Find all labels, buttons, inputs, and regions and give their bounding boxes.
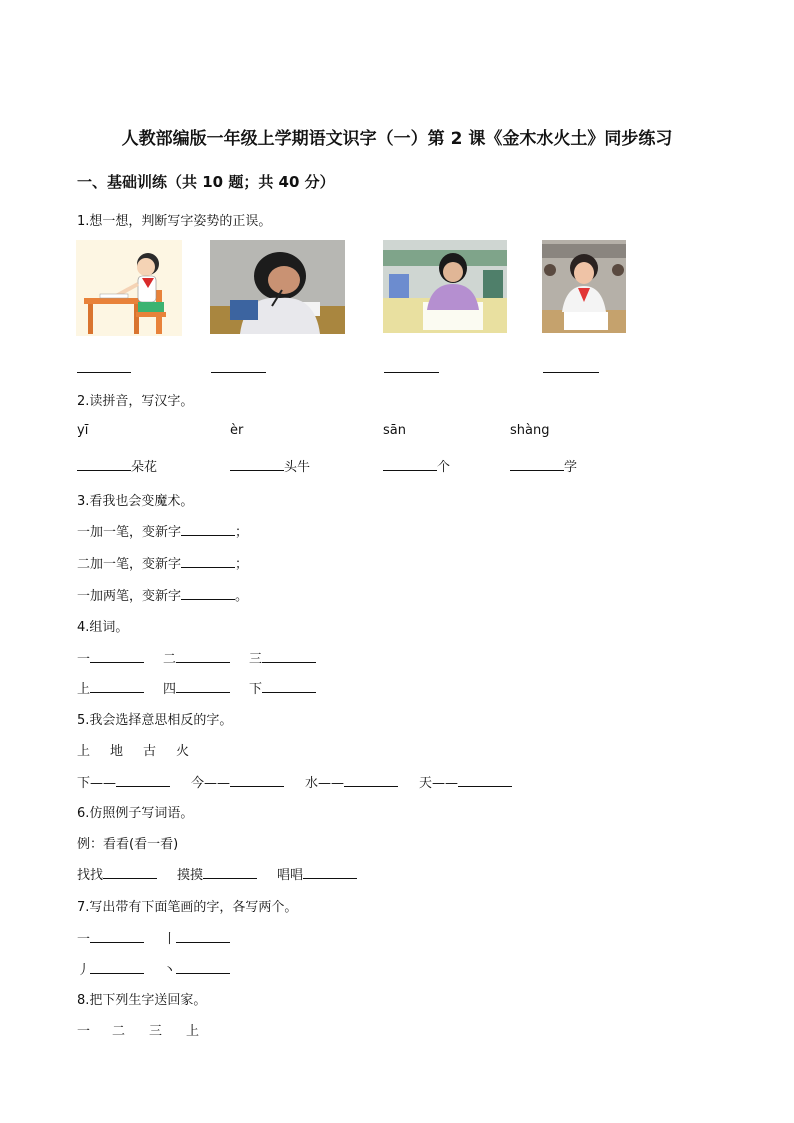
sort-char: 二 bbox=[112, 1024, 126, 1039]
fill-item: 上 bbox=[77, 678, 144, 697]
document-title: 人教部编版一年级上学期语文识字（一）第 2 课《金木水火土》同步练习 bbox=[121, 129, 673, 149]
fill-item: 下—— bbox=[77, 772, 170, 791]
sort-char: 三 bbox=[149, 1024, 163, 1039]
answer-blank[interactable] bbox=[344, 774, 398, 787]
answer-blank[interactable] bbox=[510, 458, 564, 471]
option-char: 地 bbox=[110, 744, 124, 759]
answer-blank[interactable] bbox=[203, 866, 257, 879]
question-4: 4.组词。 bbox=[77, 620, 129, 635]
answer-blank[interactable] bbox=[303, 866, 357, 879]
question-1: 1.想一想，判断写字姿势的正误。 bbox=[77, 214, 272, 229]
fill-item: 头牛 bbox=[230, 456, 310, 475]
answer-blank[interactable] bbox=[90, 930, 144, 943]
answer-blank[interactable] bbox=[77, 458, 131, 471]
answer-blank[interactable] bbox=[262, 650, 316, 663]
answer-blank[interactable] bbox=[181, 523, 235, 536]
sort-char: 一 bbox=[77, 1024, 91, 1039]
answer-blank[interactable] bbox=[230, 774, 284, 787]
question-3: 3.看我也会变魔术。 bbox=[77, 494, 194, 509]
fill-item: 一加一笔，变新字 ； bbox=[77, 525, 249, 540]
answer-blank[interactable] bbox=[90, 961, 144, 974]
answer-blank[interactable] bbox=[383, 458, 437, 471]
answer-line-4[interactable] bbox=[543, 372, 599, 373]
question-5: 5.我会选择意思相反的字。 bbox=[77, 713, 233, 728]
question-2: 2.读拼音，写汉字。 bbox=[77, 394, 194, 409]
fill-item: 丿 bbox=[77, 959, 144, 978]
option-char: 上 bbox=[77, 744, 91, 759]
fill-item: 今—— bbox=[191, 772, 284, 791]
fill-item: 二加一笔，变新字 ； bbox=[77, 557, 249, 572]
answer-line-3[interactable] bbox=[384, 372, 439, 373]
option-char: 古 bbox=[143, 744, 157, 759]
posture-image-1 bbox=[76, 240, 182, 336]
sort-char: 上 bbox=[186, 1024, 200, 1039]
fill-item: 摸摸 bbox=[177, 864, 257, 883]
answer-blank[interactable] bbox=[116, 774, 170, 787]
pinyin-3: sān bbox=[383, 423, 406, 438]
example-text: 例：看看(看一看) bbox=[77, 837, 179, 852]
answer-blank[interactable] bbox=[90, 650, 144, 663]
fill-item: 朵花 bbox=[77, 456, 157, 475]
answer-blank[interactable] bbox=[90, 680, 144, 693]
option-char: 火 bbox=[176, 744, 190, 759]
fill-item: 一加两笔，变新字 。 bbox=[77, 589, 249, 604]
fill-item: 找找 bbox=[77, 864, 157, 883]
posture-image-3 bbox=[383, 240, 507, 333]
fill-item: 下 bbox=[249, 678, 316, 697]
answer-blank[interactable] bbox=[176, 650, 230, 663]
posture-image-4 bbox=[542, 240, 626, 333]
fill-item: 丶 bbox=[163, 959, 230, 978]
fill-item: 唱唱 bbox=[277, 864, 357, 883]
fill-item: 二 bbox=[163, 648, 230, 667]
fill-item: 三 bbox=[249, 648, 316, 667]
answer-blank[interactable] bbox=[262, 680, 316, 693]
question-6: 6.仿照例子写词语。 bbox=[77, 806, 194, 821]
fill-item: 四 bbox=[163, 678, 230, 697]
section-heading: 一、基础训练（共 10 题；共 40 分） bbox=[77, 173, 335, 191]
answer-blank[interactable] bbox=[458, 774, 512, 787]
question-7: 7.写出带有下面笔画的字，各写两个。 bbox=[77, 900, 298, 915]
pinyin-1: yī bbox=[77, 423, 89, 438]
answer-line-2[interactable] bbox=[211, 372, 266, 373]
answer-blank[interactable] bbox=[176, 680, 230, 693]
fill-item: 个 bbox=[383, 456, 450, 475]
question-8: 8.把下列生字送回家。 bbox=[77, 993, 207, 1008]
fill-item: 一 bbox=[77, 928, 144, 947]
answer-blank[interactable] bbox=[176, 930, 230, 943]
fill-item: 水—— bbox=[305, 772, 398, 791]
fill-item: 天—— bbox=[419, 772, 512, 791]
pinyin-2: èr bbox=[230, 423, 244, 438]
fill-item: 学 bbox=[510, 456, 577, 475]
answer-blank[interactable] bbox=[181, 587, 235, 600]
fill-item: 丨 bbox=[163, 928, 230, 947]
answer-blank[interactable] bbox=[176, 961, 230, 974]
fill-item: 一 bbox=[77, 648, 144, 667]
answer-blank[interactable] bbox=[181, 555, 235, 568]
posture-image-2 bbox=[210, 240, 345, 334]
answer-blank[interactable] bbox=[230, 458, 284, 471]
answer-blank[interactable] bbox=[103, 866, 157, 879]
answer-line-1[interactable] bbox=[77, 372, 131, 373]
pinyin-4: shàng bbox=[510, 423, 550, 438]
